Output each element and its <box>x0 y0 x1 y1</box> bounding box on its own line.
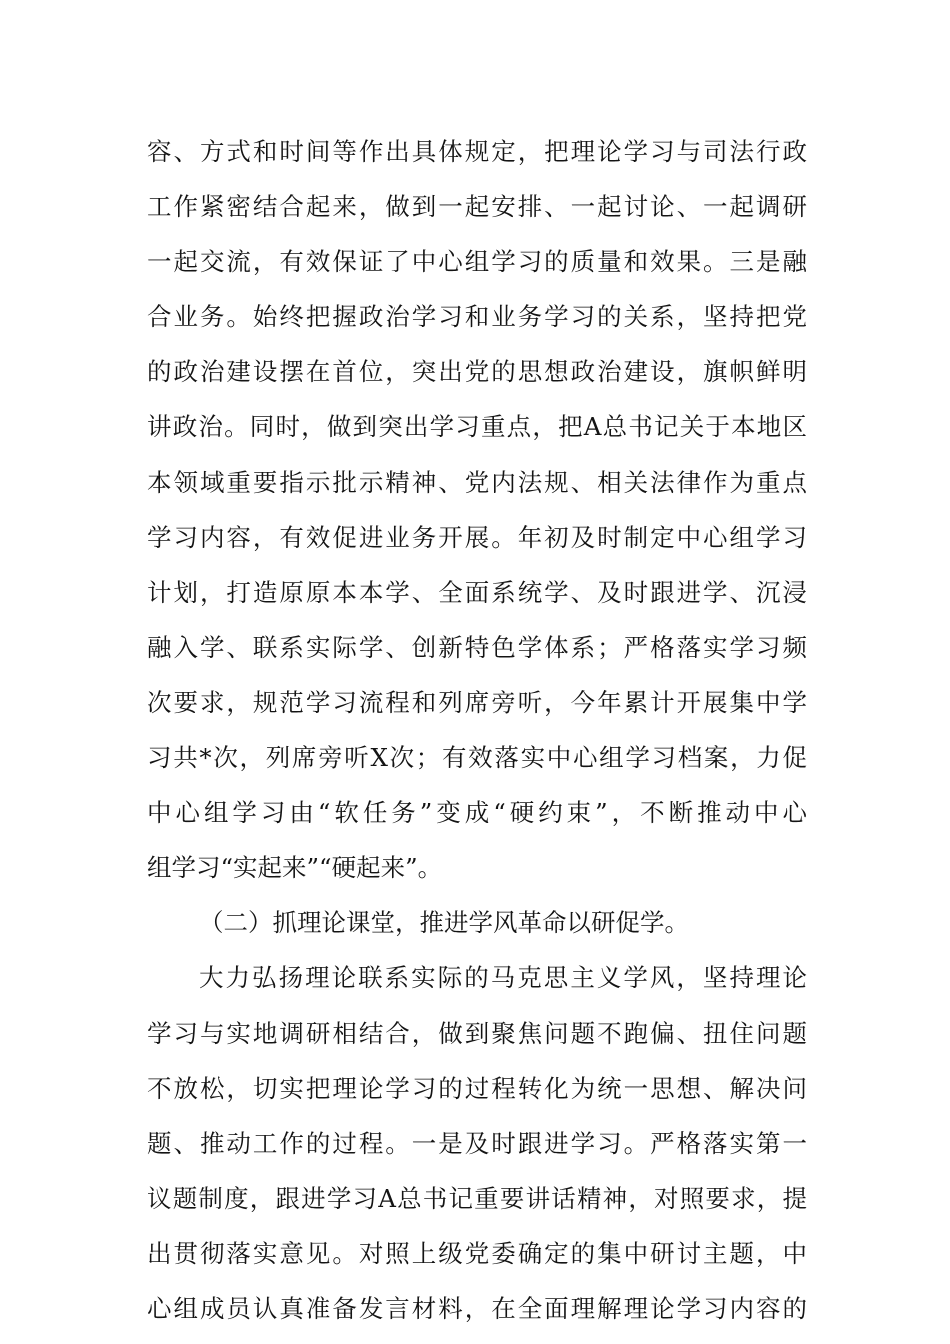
paragraph-line: 题、推动工作的过程。一是及时跟进学习。严格落实第一 <box>147 1128 807 1158</box>
paragraph-line: 本领域重要指示批示精神、党内法规、相关法律作为重点 <box>147 467 807 497</box>
paragraph-line: 一起交流，有效保证了中心组学习的质量和效果。三是融 <box>147 247 807 277</box>
paragraph-line: 大力弘扬理论联系实际的马克思主义学风，坚持理论 <box>199 963 807 993</box>
paragraph-line: 出贯彻落实意见。对照上级党委确定的集中研讨主题，中 <box>147 1238 807 1268</box>
paragraph-line: 议题制度，跟进学习A总书记重要讲话精神，对照要求，提 <box>147 1183 807 1213</box>
paragraph-line: 习共*次，列席旁听X次；有效落实中心组学习档案，力促 <box>147 743 807 773</box>
section-heading: （二）抓理论课堂，推进学风革命以研促学。 <box>199 908 689 938</box>
paragraph-line: 的政治建设摆在首位，突出党的思想政治建设，旗帜鲜明 <box>147 357 807 387</box>
paragraph-line: 计划，打造原原本本学、全面系统学、及时跟进学、沉浸 <box>147 577 807 607</box>
paragraph-line: 学习与实地调研相结合，做到聚焦问题不跑偏、扭住问题 <box>147 1018 807 1048</box>
paragraph-line: 学习内容，有效促进业务开展。年初及时制定中心组学习 <box>147 522 807 552</box>
paragraph-line: 合业务。始终把握政治学习和业务学习的关系，坚持把党 <box>147 302 807 332</box>
body-text <box>147 124 807 1336</box>
paragraph-line: 讲政治。同时，做到突出学习重点，把A总书记关于本地区 <box>147 412 807 442</box>
paragraph-line: 中心组学习由“软任务”变成“硬约束”，不断推动中心 <box>147 798 807 828</box>
paragraph-line: 组学习“实起来”“硬起来”。 <box>147 853 443 883</box>
paragraph-line: 次要求，规范学习流程和列席旁听，今年累计开展集中学 <box>147 687 807 717</box>
paragraph-line: 心组成员认真准备发言材料，在全面理解理论学习内容的 <box>147 1293 807 1323</box>
paragraph-line: 工作紧密结合起来，做到一起安排、一起讨论、一起调研 <box>147 192 807 222</box>
paragraph-line: 融入学、联系实际学、创新特色学体系；严格落实学习频 <box>147 632 807 662</box>
paragraph-line: 不放松，切实把理论学习的过程转化为统一思想、解决问 <box>147 1073 807 1103</box>
paragraph-line: 容、方式和时间等作出具体规定，把理论学习与司法行政 <box>147 137 807 166</box>
